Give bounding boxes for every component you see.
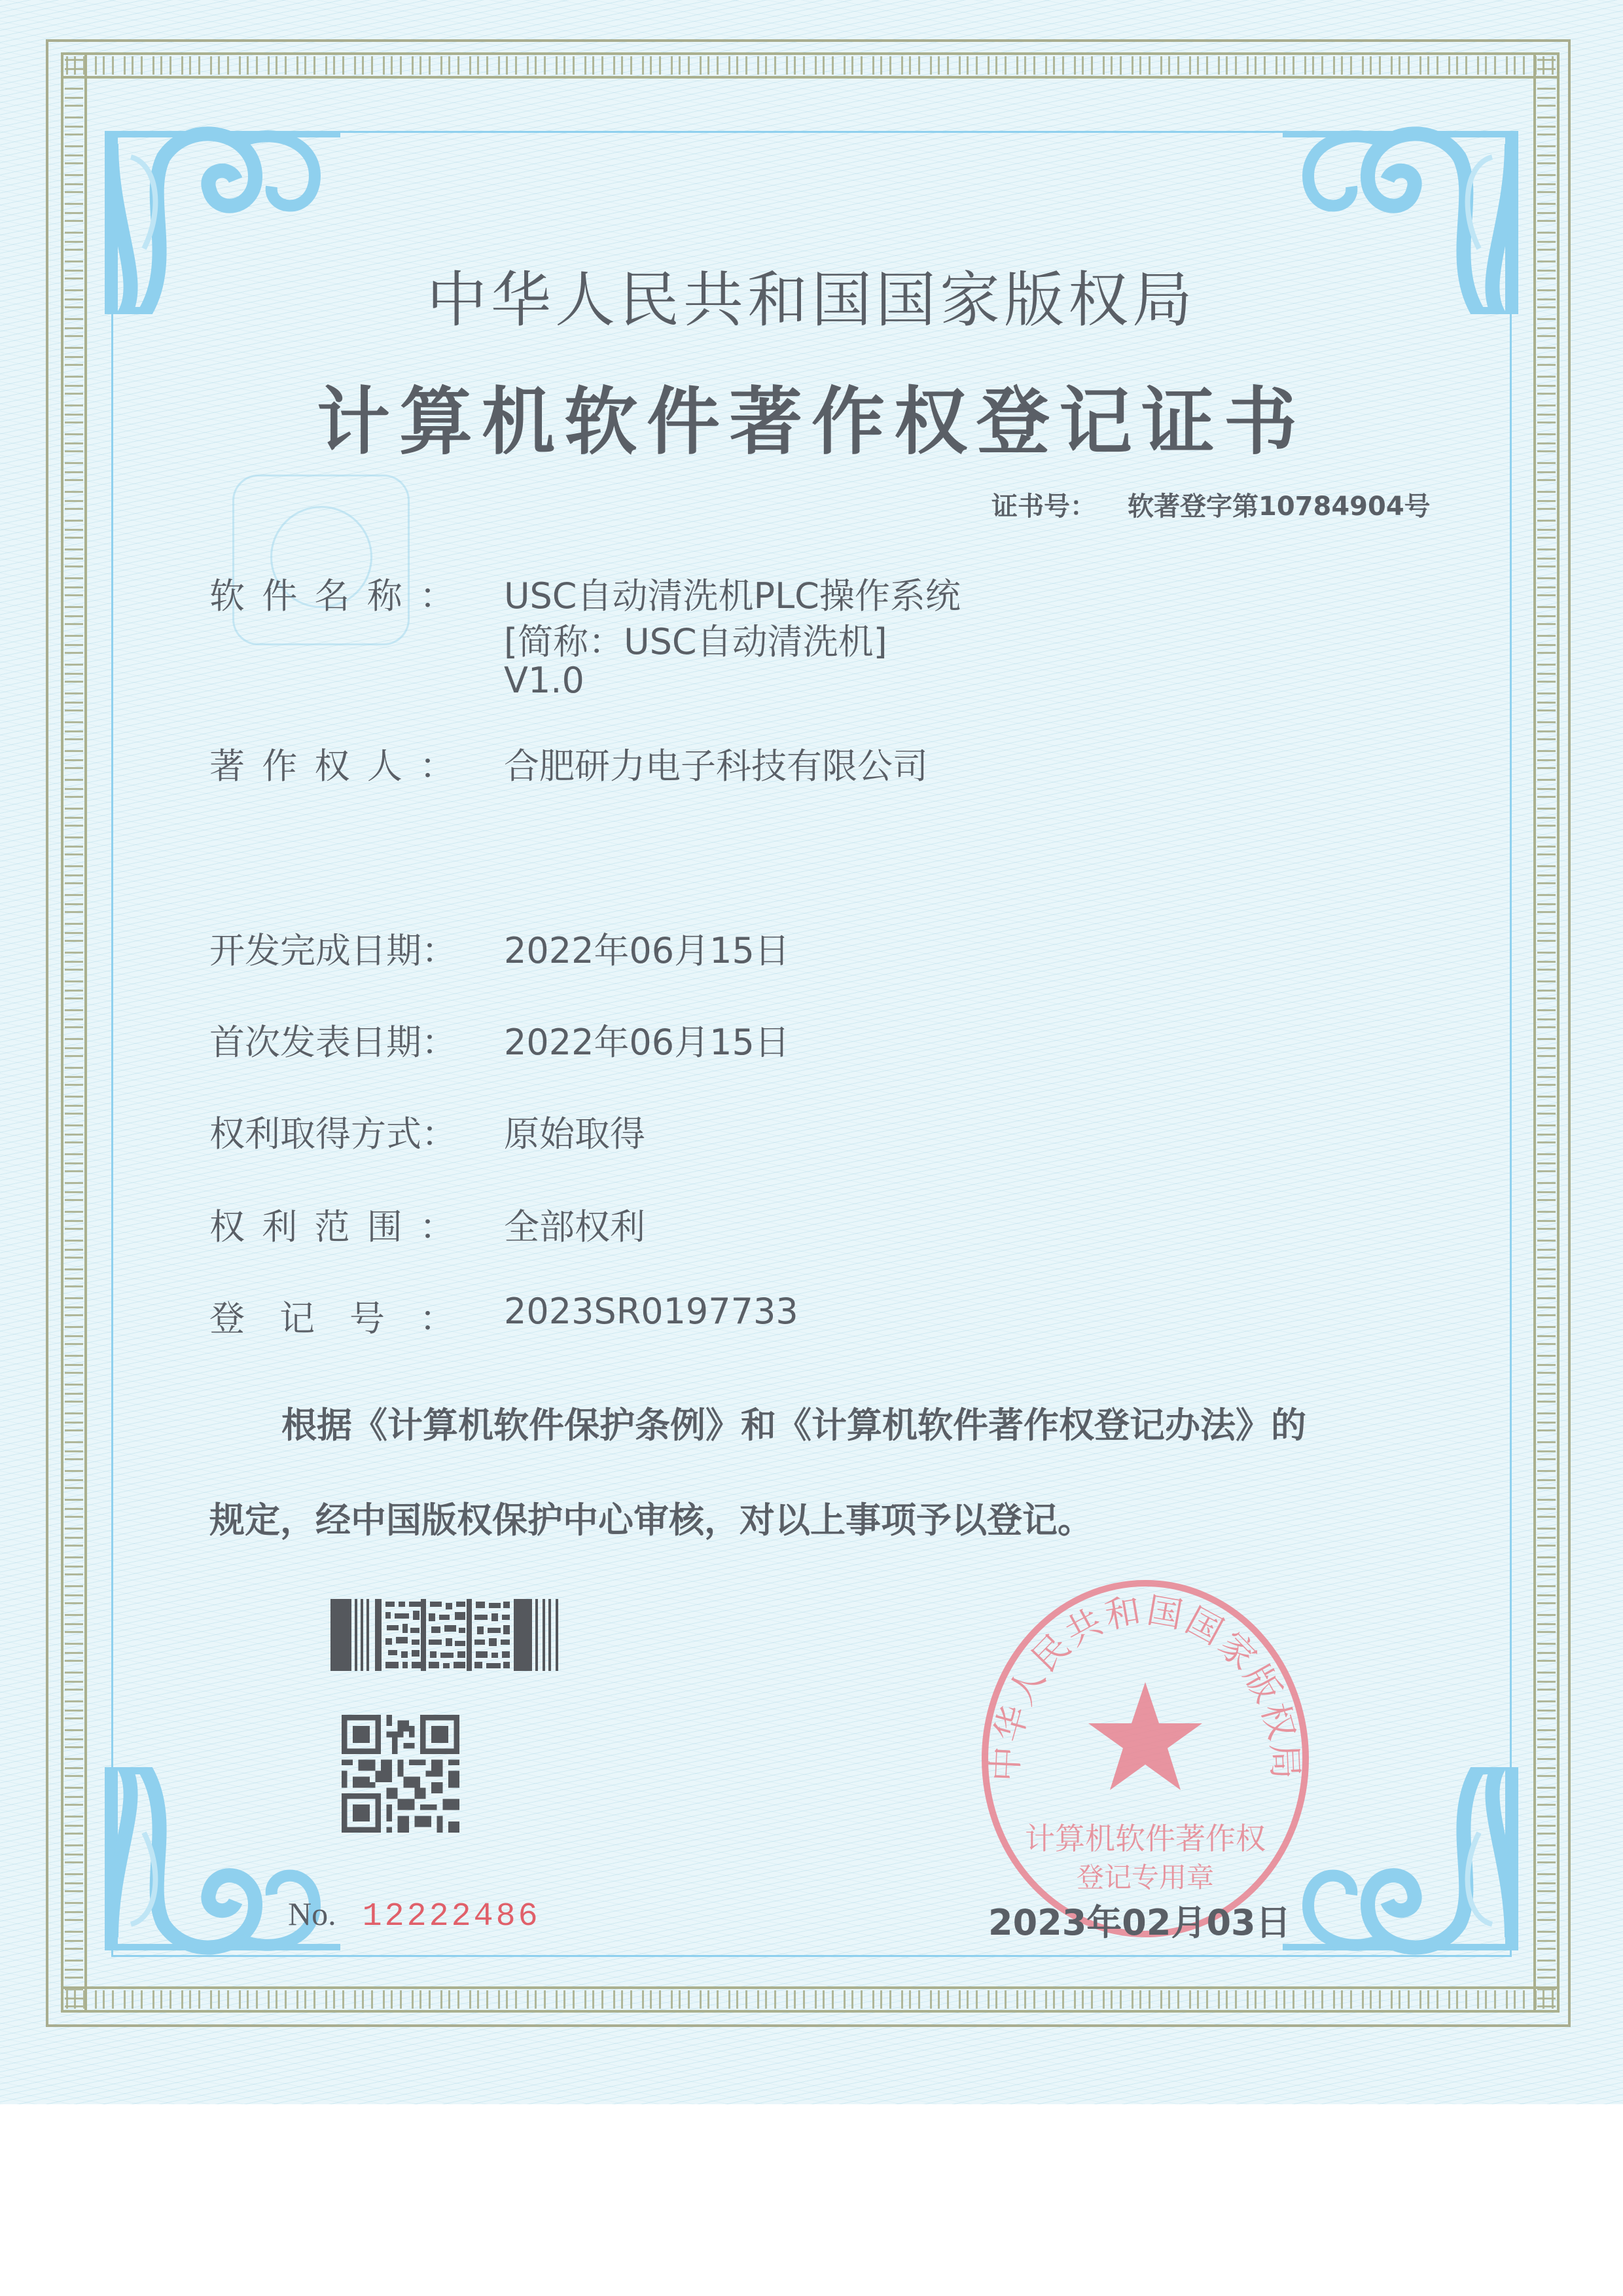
field-development-completion-date: [209, 923, 790, 973]
corner-ornament-bottom-right-icon: [1283, 1767, 1518, 1964]
qr-code-icon: [342, 1715, 459, 1833]
field-copyright-owner: [209, 738, 928, 789]
field-registration-number: [209, 1291, 798, 1341]
pdf417-barcode-icon: [330, 1599, 560, 1671]
field-label: 权利范围：: [209, 1206, 455, 1247]
official-seal-stamp: [975, 1574, 1315, 1944]
field-label: 开发完成日期：: [209, 930, 457, 971]
field-value: 2022年06月15日: [504, 1022, 790, 1063]
serial-value: 12222486: [362, 1898, 541, 1935]
field-rights-scope: [209, 1199, 645, 1249]
certificate-number: [991, 486, 1431, 523]
field-label: 首次发表日期：: [209, 1022, 457, 1063]
software-name-version: V1.0: [504, 660, 584, 701]
field-value: 原始取得: [504, 1113, 645, 1155]
statement-line-1: 根据《计算机软件保护条例》和《计算机软件著作权登记办法》的: [281, 1405, 1306, 1446]
serial-label: No.: [288, 1895, 336, 1932]
field-first-publication-date: [209, 1014, 790, 1065]
field-value: 2022年06月15日: [504, 930, 790, 971]
greek-key-border-bottom: [61, 1986, 1560, 2013]
field-value: 合肥研力电子科技有限公司: [504, 745, 928, 787]
field-rights-acquisition-method: [209, 1106, 645, 1157]
statement-line-2: 规定，经中国版权保护中心审核，对以上事项予以登记。: [209, 1499, 1093, 1541]
greek-key-border-top: [61, 52, 1560, 79]
seal-inner-line1: 计算机软件著作权: [1025, 1821, 1266, 1856]
software-name-line1: USC自动清洗机PLC操作系统: [504, 575, 961, 617]
seal-star-icon: [1088, 1682, 1202, 1790]
certificate-title: 计算机软件著作权登记证书: [317, 380, 1306, 465]
watermark-emblem-icon: [232, 475, 410, 645]
field-software-name: [209, 568, 961, 701]
field-label: 软件名称：: [209, 575, 455, 617]
greek-key-border-right: [1533, 52, 1560, 2013]
greek-key-border-left: [61, 52, 87, 2013]
certificate-number-label: 证书号：: [991, 492, 1096, 522]
issuer-title: 中华人民共和国国家版权局: [426, 265, 1196, 335]
certificate-number-value: 软著登字第10784904号: [1128, 492, 1431, 522]
software-name-line2: [简称：USC自动清洗机]: [504, 621, 887, 662]
seal-outer-text: 中华人民共和国国家版权局: [984, 1589, 1306, 1783]
field-value: 全部权利: [504, 1206, 645, 1247]
seal-inner-line2: 登记专用章: [1076, 1861, 1215, 1893]
serial-number: [288, 1895, 541, 1935]
field-label: 登记号：: [209, 1298, 455, 1339]
issue-date: 2023年02月03日: [988, 1902, 1291, 1943]
field-label: 权利取得方式：: [209, 1113, 457, 1155]
field-label: 著作权人：: [209, 745, 455, 787]
field-value: 2023SR0197733: [504, 1291, 798, 1332]
